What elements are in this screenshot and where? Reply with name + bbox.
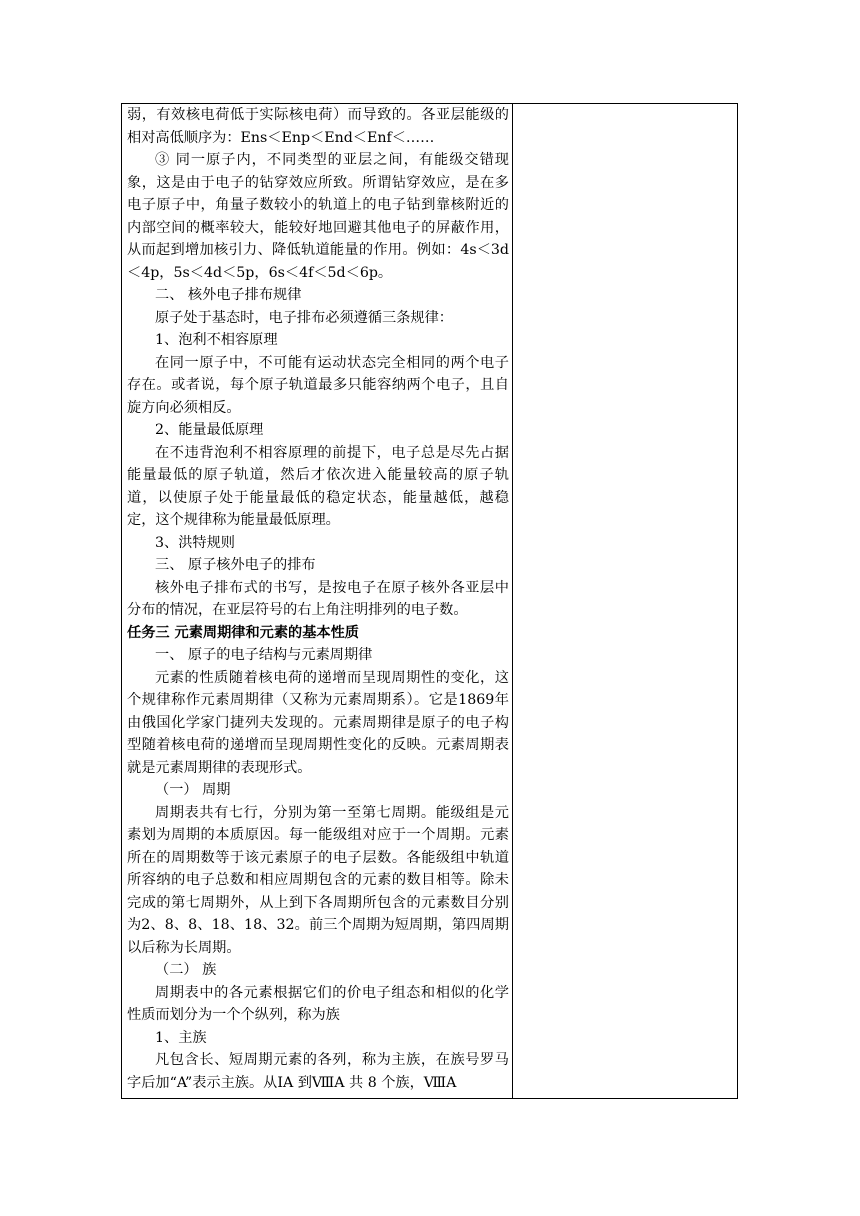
subheading: 2、能量最低原理 — [155, 422, 264, 438]
paragraph: 凡包含长、短周期元素的各列，称为主族，在族号罗马字后加“A”表示主族。从ⅠA 到ⅧA 共 8 个族，ⅧA — [127, 1052, 509, 1091]
paragraph: 周期表中的各元素根据它们的价电子组态和相似的化学性质而划分为一个个纵列，称为族 — [127, 984, 509, 1023]
section-heading: 一、 原子的电子结构与元素周期律 — [155, 647, 373, 663]
paragraph: 在不违背泡利不相容原理的前提下，电子总是尽先占据能量最低的原子轨道，然后才依次进入能量较高的原子轨道，以使原子处于能量最低的稳定状态，能量越低，越稳定，这个规律称为能量最低原理。 — [127, 444, 509, 528]
paragraph: 核外电子排布式的书写，是按电子在原子核外各亚层中分布的情况，在亚层符号的右上角注明排列的电子数。 — [127, 579, 509, 618]
paragraph: 周期表共有七行，分别为第一至第七周期。能级组是元素划为周期的本质原因。每一能级组对应于一个周期。元素所在的周期数等于该元素原子的电子层数。各能级组中轨道所容纳的电子总数和相应周期包含的元素的数目相等。除未完成的第七周期外，从上到下各周期所包含的元素数目分别为2、8、8、18、18、32。前三个周期为短周期，第四周期以后称为长周期。 — [127, 804, 509, 956]
column-divider — [512, 104, 513, 1098]
right-column — [514, 104, 737, 1098]
paragraph: 弱，有效核电荷低于实际核电荷）而导致的。各亚层能级的相对高低顺序为：Ens＜Enp＜End＜Enf＜…… — [127, 107, 509, 146]
subheading: 1、主族 — [155, 1029, 207, 1046]
section-heading: 三、 原子核外电子的排布 — [155, 557, 316, 573]
paragraph: 元素的性质随着核电荷的递增而呈现周期性的变化，这个规律称作元素周期律（又称为元素周期系）。它是1869年由俄国化学家门捷列夫发现的。元素周期律是原子的电子构型随着核电荷的递增而呈现周期性变化的反映。元素周期表就是元素周期律的表现形式。 — [127, 669, 509, 776]
section-heading: 二、 核外电子排布规律 — [155, 287, 302, 303]
subheading: （一） 周期 — [155, 782, 231, 798]
paragraph: 在同一原子中，不可能有运动状态完全相同的两个电子存在。或者说，每个原子轨道最多只能容纳两个电子，且自旋方向必须相反。 — [127, 354, 509, 416]
subheading: 3、洪特规则 — [155, 534, 235, 551]
subheading: 1、泡利不相容原理 — [155, 332, 278, 348]
subheading: （二） 族 — [155, 962, 217, 978]
paragraph: ③ 同一原子内，不同类型的亚层之间，有能级交错现象，这是由于电子的钻穿效应所致。所谓钻穿效应，是在多电子原子中，角量子数较小的轨道上的电子钻到靠核附近的内部空间的概率较大，能较好地回避其他电子的屏蔽作用，从而起到增加核引力、降低轨道能量的作用。例如：4s＜3d＜4p，5s＜4d＜5p，6s＜4f＜5d＜6p。 — [127, 152, 509, 281]
left-column-text — [127, 104, 509, 1094]
paragraph: 原子处于基态时，电子排布必须遵循三条规律： — [155, 309, 453, 326]
content-table — [121, 103, 738, 1099]
task-heading: 任务三 元素周期律和元素的基本性质 — [127, 624, 359, 641]
